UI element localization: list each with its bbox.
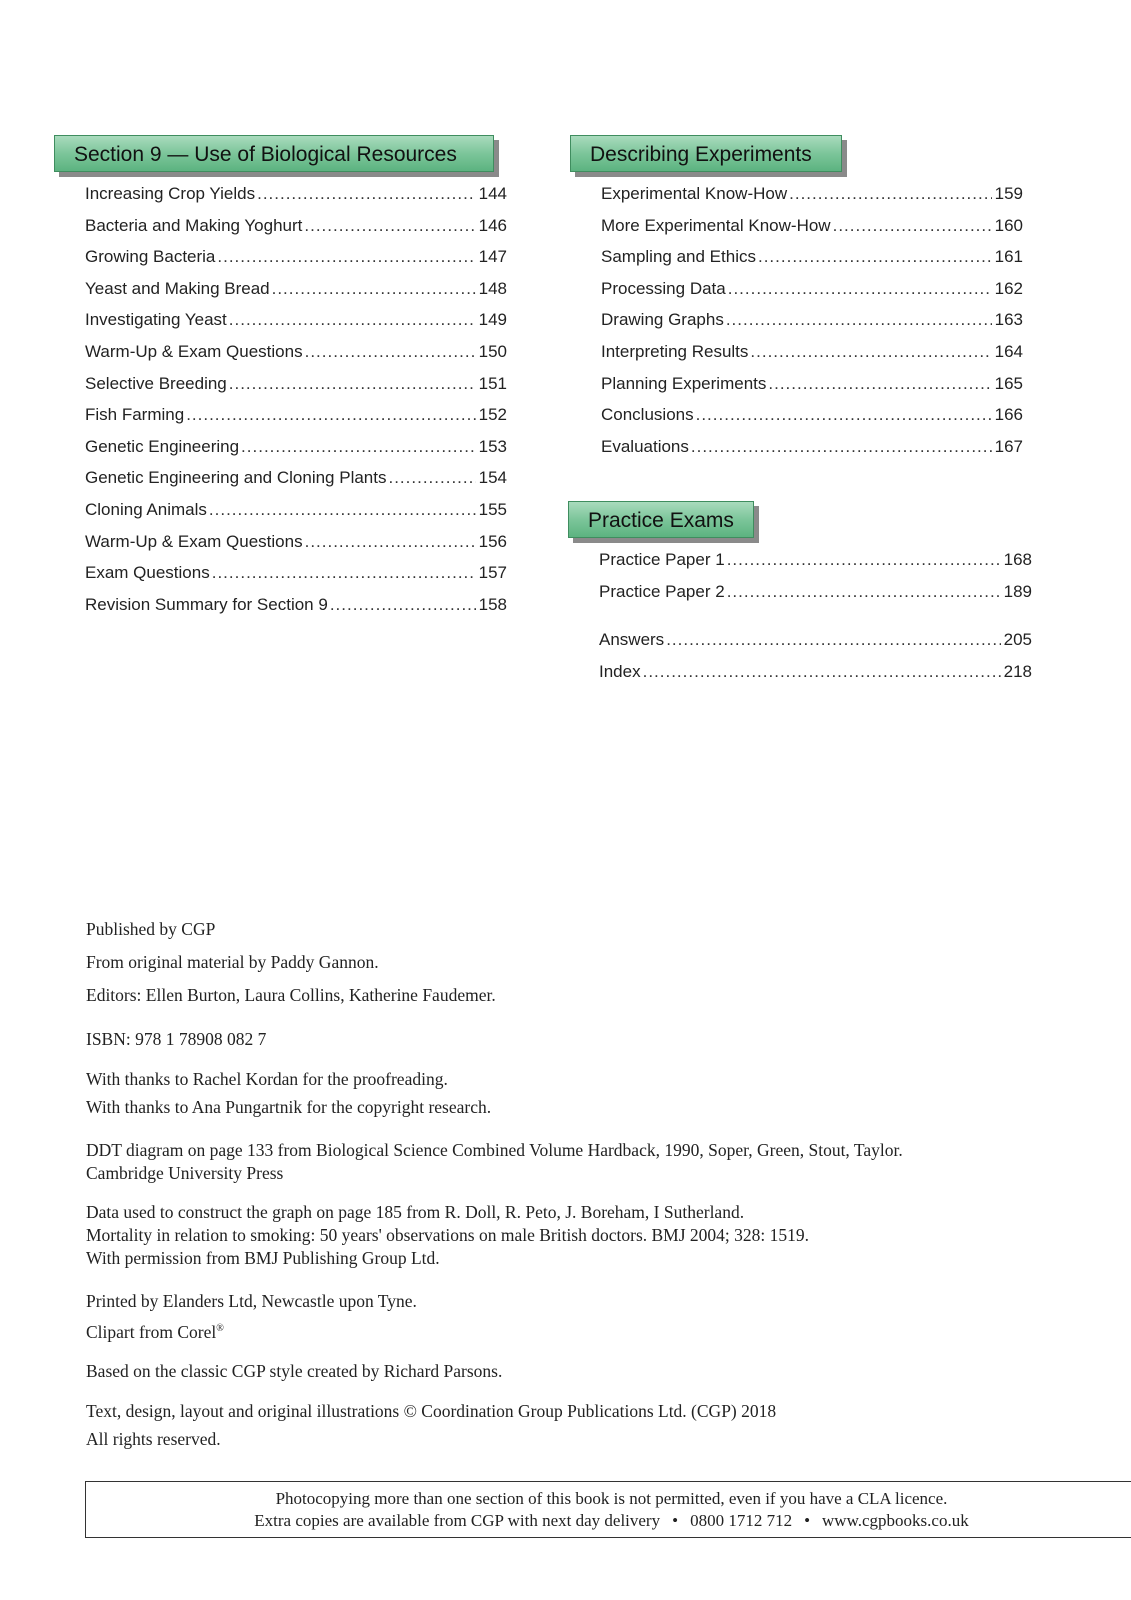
toc-entry[interactable] — [599, 662, 1032, 694]
dot-leader — [388, 468, 475, 488]
toc-entry-page: 151 — [478, 373, 507, 393]
toc-entry-title: More Experimental Know-How — [601, 215, 831, 235]
published-by: Published by CGP — [86, 919, 216, 939]
toc-entry[interactable] — [85, 342, 507, 374]
toc-entry[interactable] — [85, 468, 507, 500]
toc-entry-page: 161 — [994, 247, 1023, 267]
toc-entry-title: Drawing Graphs — [601, 310, 724, 330]
toc-entry-title: Fish Farming — [85, 405, 185, 425]
toc-entry-title: Practice Paper 2 — [599, 581, 725, 601]
section9-list — [85, 184, 507, 626]
notice-line1: Photocopying more than one section of this book is not permitted, even if you have a CLA licence. — [275, 1489, 948, 1508]
ddt-publisher: Cambridge University Press — [86, 1163, 284, 1183]
graph-data-source: Mortality in relation to smoking: 50 years' observations on male British doctors. BMJ 2004; 328: 1519. — [86, 1225, 810, 1245]
toc-entry[interactable] — [601, 374, 1023, 406]
toc-entry-title: Exam Questions — [85, 563, 210, 583]
dot-leader — [750, 342, 991, 362]
isbn: ISBN: 978 1 78908 082 7 — [86, 1029, 267, 1049]
dot-leader — [758, 247, 992, 267]
all-rights: All rights reserved. — [86, 1428, 221, 1449]
toc-entry-page: 218 — [1003, 661, 1032, 681]
toc-entry[interactable] — [85, 374, 507, 406]
toc-entry-title: Sampling and Ethics — [601, 247, 756, 267]
extra-copies-text: Extra copies are available from CGP with next day delivery — [254, 1511, 661, 1530]
toc-entry-page: 189 — [1003, 581, 1032, 601]
dot-leader — [241, 437, 476, 457]
toc-entry-page: 157 — [478, 563, 507, 583]
toc-entry-title: Experimental Know-How — [601, 184, 788, 203]
toc-entry-title: Conclusions — [601, 405, 694, 425]
toc-entry-title: Yeast and Making Bread — [85, 278, 270, 298]
toc-entry-page: 163 — [994, 310, 1023, 330]
toc-entry[interactable] — [601, 437, 1023, 469]
notice-line2 — [86, 1510, 1131, 1532]
dot-leader — [257, 184, 476, 204]
toc-entry-page: 160 — [994, 215, 1023, 235]
describing-title: Describing Experiments — [590, 143, 812, 166]
toc-entry-page: 155 — [478, 499, 507, 519]
toc-entry-page: 149 — [478, 310, 507, 330]
toc-entry-page: 146 — [478, 215, 507, 235]
photocopy-notice — [85, 1481, 1131, 1538]
describing-header — [570, 135, 842, 172]
toc-entry-title: Investigating Yeast — [85, 310, 227, 330]
dot-leader — [696, 405, 992, 425]
toc-entry-title: Selective Breeding — [85, 373, 227, 393]
dot-leader — [768, 374, 991, 394]
toc-entry-page: 144 — [478, 184, 507, 203]
phone-number: 0800 1712 712 — [690, 1511, 793, 1530]
dot-leader — [209, 500, 476, 520]
toc-entry-title: Warm-Up & Exam Questions — [85, 341, 303, 361]
classic-style: Based on the classic CGP style created by Richard Parsons. — [86, 1360, 503, 1381]
website-link[interactable]: www.cgpbooks.co.uk — [822, 1511, 969, 1530]
dot-leader — [217, 247, 475, 267]
toc-entry[interactable] — [85, 563, 507, 595]
toc-entry-title: Bacteria and Making Yoghurt — [85, 215, 303, 235]
toc-entry-page: 147 — [478, 247, 507, 267]
toc-entry-page: 150 — [478, 341, 507, 361]
copyright: Text, design, layout and original illustrations © Coordination Group Publications Ltd. (CGP) 2018 — [86, 1400, 777, 1421]
toc-entry-page: 164 — [994, 341, 1023, 361]
dot-leader — [305, 342, 476, 362]
dot-leader — [229, 374, 476, 394]
toc-entry[interactable] — [601, 184, 1023, 216]
toc-entry-title: Revision Summary for Section 9 — [85, 594, 328, 614]
original-material: From original material by Paddy Gannon. — [86, 952, 379, 972]
editors: Editors: Ellen Burton, Laura Collins, Katherine Faudemer. — [86, 985, 496, 1005]
toc-entry-title: Processing Data — [601, 278, 726, 298]
practice-title: Practice Exams — [588, 509, 734, 532]
toc-entry-page: 153 — [478, 436, 507, 456]
toc-entry[interactable] — [85, 500, 507, 532]
toc-entry-title: Warm-Up & Exam Questions — [85, 531, 303, 551]
toc-entry[interactable] — [601, 247, 1023, 279]
bullet-separator: • — [804, 1511, 811, 1530]
toc-entry-page: 166 — [994, 405, 1023, 425]
extra-list — [599, 630, 1032, 693]
toc-entry-title: Genetic Engineering and Cloning Plants — [85, 468, 387, 488]
toc-entry-page: 156 — [478, 531, 507, 551]
toc-entry-page: 168 — [1003, 550, 1032, 569]
toc-entry-title: Increasing Crop Yields — [85, 184, 256, 203]
printed-by: Printed by Elanders Ltd, Newcastle upon Tyne. — [86, 1291, 417, 1311]
section9-title: Section 9 — Use of Biological Resources — [74, 143, 457, 166]
toc-entry[interactable] — [601, 279, 1023, 311]
toc-entry-page: 205 — [1003, 630, 1032, 649]
clipart-credit — [86, 1315, 1086, 1346]
toc-entry[interactable] — [599, 550, 1032, 582]
toc-entry-page: 159 — [994, 184, 1023, 203]
toc-entry-page: 152 — [478, 405, 507, 425]
toc-entry[interactable] — [85, 310, 507, 342]
dot-leader — [643, 662, 1001, 682]
toc-entry[interactable] — [599, 582, 1032, 614]
toc-entry[interactable] — [599, 630, 1032, 662]
toc-entry-page: 148 — [478, 278, 507, 298]
toc-entry-title: Answers — [599, 630, 665, 649]
dot-leader — [728, 279, 992, 299]
dot-leader — [833, 216, 992, 236]
toc-entry[interactable] — [85, 247, 507, 279]
toc-entry-page: 165 — [994, 373, 1023, 393]
toc-entry[interactable] — [601, 405, 1023, 437]
ddt-credit: DDT diagram on page 133 from Biological Science Combined Volume Hardback, 1990, Soper, Green, Stout, Taylor. — [86, 1140, 903, 1160]
toc-entry[interactable] — [85, 279, 507, 311]
dot-leader — [789, 184, 991, 204]
toc-entry-page: 162 — [994, 278, 1023, 298]
toc-entry-title: Planning Experiments — [601, 373, 767, 393]
toc-entry-title: Growing Bacteria — [85, 247, 216, 267]
toc-entry-title: Cloning Animals — [85, 499, 207, 519]
section9-header — [54, 135, 494, 172]
thanks-copyright: With thanks to Ana Pungartnik for the copyright research. — [86, 1097, 492, 1117]
dot-leader — [229, 310, 476, 330]
toc-entry[interactable] — [601, 342, 1023, 374]
dot-leader — [727, 582, 1001, 602]
practice-header — [568, 501, 754, 538]
practice-list — [599, 550, 1032, 613]
toc-entry[interactable] — [85, 595, 507, 627]
dot-leader — [727, 550, 1001, 570]
bullet-separator: • — [672, 1511, 679, 1530]
toc-entry[interactable] — [85, 184, 507, 216]
dot-leader — [186, 405, 475, 425]
credits — [86, 918, 1086, 1453]
describing-list — [601, 184, 1023, 468]
graph-data-permission: With permission from BMJ Publishing Group Ltd. — [86, 1248, 440, 1268]
toc-entry[interactable] — [601, 216, 1023, 248]
dot-leader — [305, 532, 476, 552]
dot-leader — [691, 437, 992, 457]
toc-entry[interactable] — [85, 405, 507, 437]
toc-entry-page: 167 — [994, 436, 1023, 456]
thanks-proofreading: With thanks to Rachel Kordan for the proofreading. — [86, 1069, 448, 1089]
dot-leader — [330, 595, 476, 615]
toc-entry-title: Genetic Engineering — [85, 436, 240, 456]
dot-leader — [666, 630, 1000, 650]
toc-entry[interactable] — [85, 532, 507, 564]
toc-entry-title: Interpreting Results — [601, 341, 749, 361]
toc-entry-title: Index — [599, 661, 641, 681]
dot-leader — [726, 310, 992, 330]
toc-entry-title: Practice Paper 1 — [599, 550, 725, 569]
dot-leader — [272, 279, 476, 299]
dot-leader — [304, 216, 475, 236]
graph-data-credit: Data used to construct the graph on page 185 from R. Doll, R. Peto, J. Boreham, I Sutherland. — [86, 1202, 745, 1222]
toc-entry-page: 154 — [478, 468, 507, 488]
toc-entry-title: Evaluations — [601, 436, 689, 456]
dot-leader — [212, 563, 476, 583]
toc-entry[interactable] — [601, 310, 1023, 342]
clipart-text: Clipart from Corel — [86, 1321, 217, 1342]
registered-mark: ® — [216, 1323, 224, 1334]
toc-entry[interactable] — [85, 437, 507, 469]
toc-entry-page: 158 — [478, 594, 507, 614]
toc-entry[interactable] — [85, 216, 507, 248]
